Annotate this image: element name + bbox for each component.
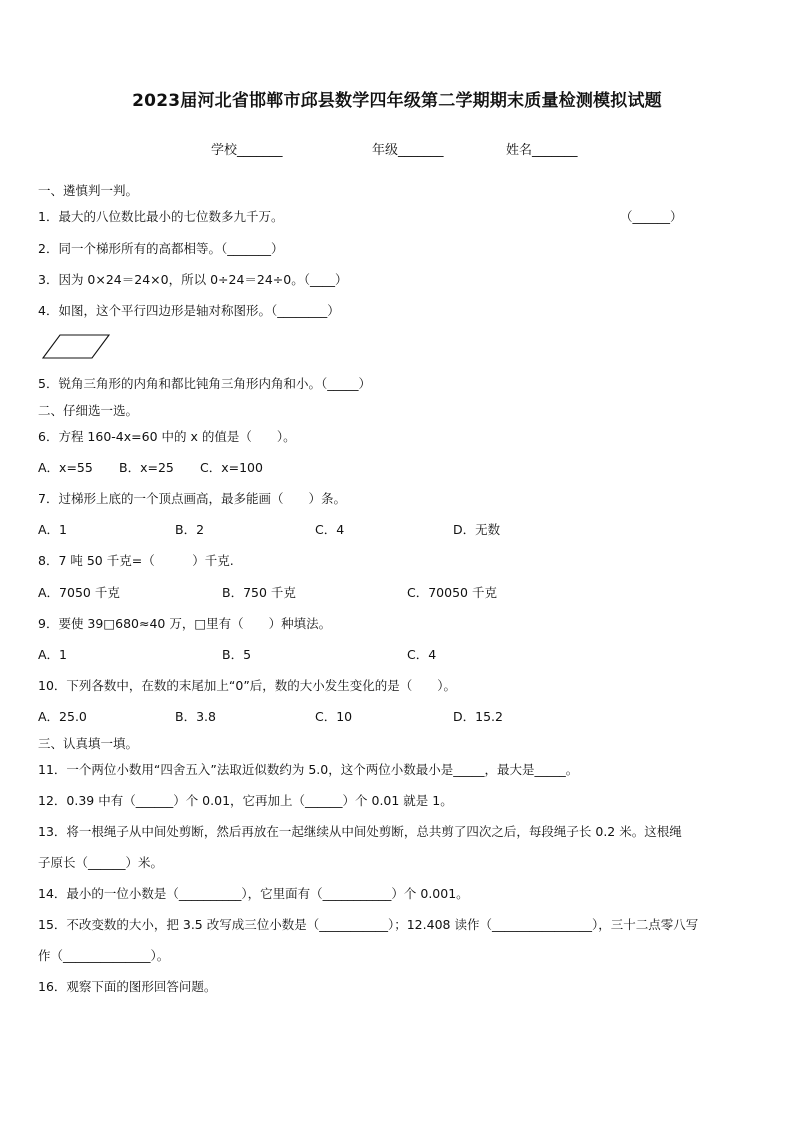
question-12: 12．0.39 中有（______）个 0.01，它再加上（______）个 0.01 就是 1。 [38, 793, 453, 808]
option-a: A．x=55 [38, 460, 93, 475]
option-a: A．1 [38, 522, 68, 537]
question-11: 11．一个两位小数用“四舍五入”法取近似数约为 5.0，这个两位小数最小是_____，最大是_____。 [38, 762, 579, 777]
option-c: C．10 [315, 709, 353, 724]
question-9: 9．要使 39□680≈40 万，□里有（ ）种填法。 [38, 616, 332, 631]
question-7: 7．过梯形上底的一个顶点画高，最多能画（ ）条。 [38, 491, 346, 506]
question-3: 3．因为 0×24＝24×0，所以 0÷24＝24÷0。（____） [38, 272, 348, 287]
option-b: B．2 [175, 522, 205, 537]
question-13-line-1: 13．将一根绳子从中间处剪断，然后再放在一起继续从中间处剪断，总共剪了四次之后，每段绳子长 0.2 米。这根绳 [38, 824, 682, 839]
question-15-line-2: 作（______________）。 [38, 948, 170, 963]
section-2-heading: 二、仔细选一选。 [38, 403, 139, 418]
school-field: 学校_______ [211, 143, 283, 158]
option-c: C．4 [407, 647, 437, 662]
option-d: D．无数 [453, 522, 501, 537]
question-2: 2．同一个梯形所有的高都相等。（_______） [38, 241, 284, 256]
page-title: 2023届河北省邯郸市邱县数学四年级第二学期期末质量检测模拟试题 [132, 91, 662, 111]
question-10: 10．下列各数中，在数的末尾加上“0”后，数的大小发生变化的是（ ）。 [38, 678, 457, 693]
question-14: 14．最小的一位小数是（__________），它里面有（___________）个 0.001。 [38, 886, 469, 901]
question-15-line-1: 15．不改变数的大小，把 3.5 改写成三位小数是（___________）；12.408 读作（________________），三十二点零八写 [38, 917, 699, 932]
question-6-options [38, 458, 758, 476]
section-3-heading: 三、认真填一填。 [38, 736, 139, 751]
question-16: 16．观察下面的图形回答问题。 [38, 979, 217, 994]
option-a: A．7050 千克 [38, 585, 120, 600]
question-1-blank: （______） [620, 209, 683, 224]
question-5: 5．锐角三角形的内角和都比钝角三角形内角和小。（_____） [38, 376, 371, 391]
option-c: C．70050 千克 [407, 585, 497, 600]
question-8-options [38, 583, 758, 601]
option-a: A．1 [38, 647, 68, 662]
parallelogram-figure [42, 334, 112, 360]
option-d: D．15.2 [453, 709, 503, 724]
section-1-heading: 一、遴慎判一判。 [38, 183, 139, 198]
option-c: C．x=100 [200, 460, 263, 475]
option-b: B．3.8 [175, 709, 216, 724]
option-b: B．5 [222, 647, 252, 662]
question-4: 4．如图，这个平行四边形是轴对称图形。（________） [38, 303, 340, 318]
question-9-options [38, 645, 758, 663]
question-7-options [38, 520, 758, 538]
name-field: 姓名_______ [506, 143, 578, 158]
grade-field: 年级_______ [372, 143, 444, 158]
option-b: B．x=25 [119, 460, 174, 475]
option-b: B．750 千克 [222, 585, 296, 600]
question-8: 8．7 吨 50 千克=（ ）千克. [38, 553, 234, 568]
question-13-line-2: 子原长（______）米。 [38, 855, 164, 870]
option-c: C．4 [315, 522, 345, 537]
option-a: A．25.0 [38, 709, 87, 724]
question-10-options [38, 707, 758, 725]
question-1: 1．最大的八位数比最小的七位数多九千万。 [38, 209, 284, 224]
question-6: 6．方程 160-4x=60 中的 x 的值是（ ）。 [38, 429, 296, 444]
